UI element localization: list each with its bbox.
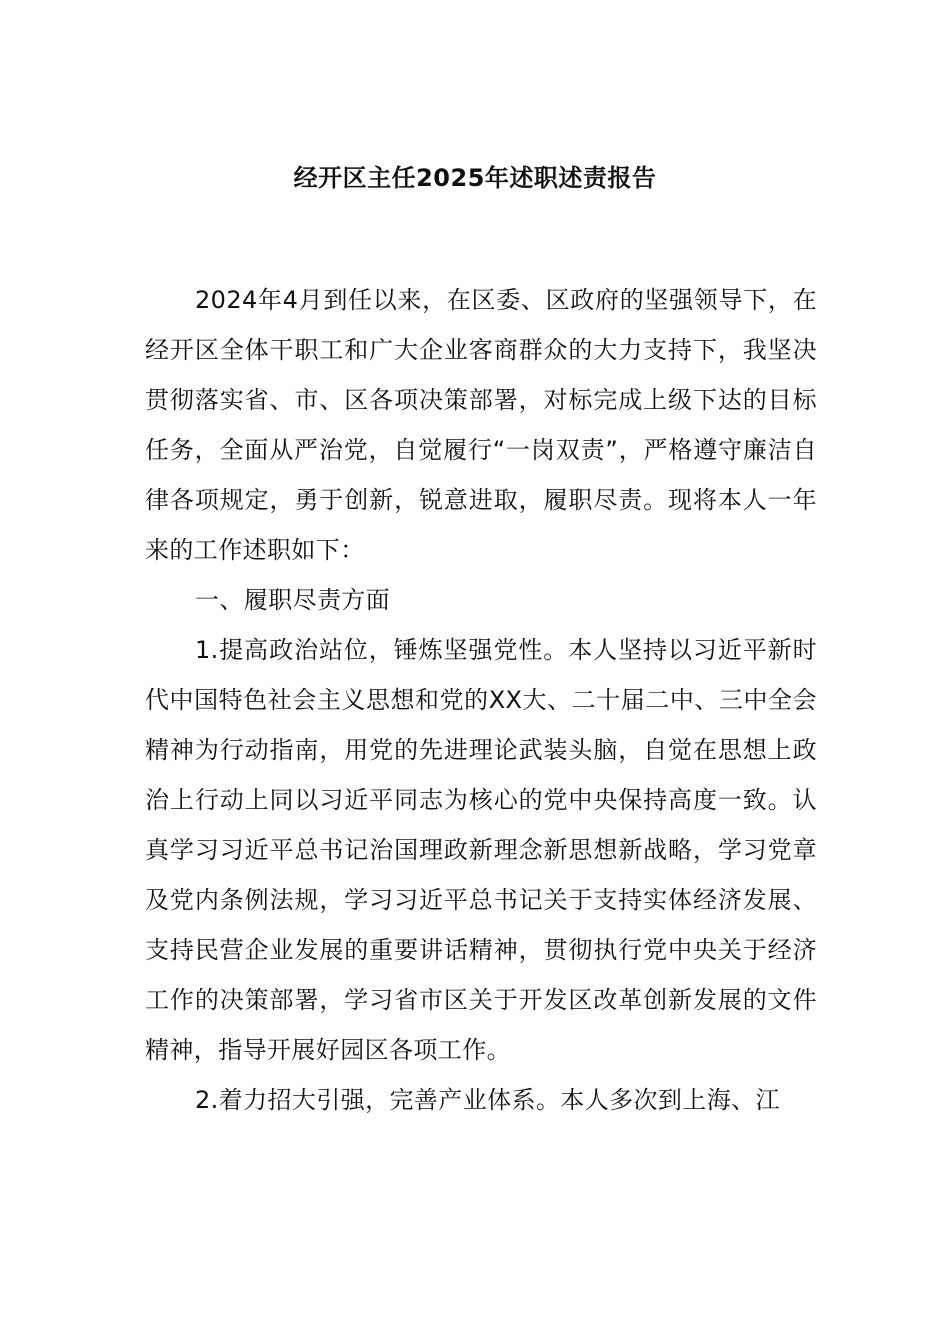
document-body <box>145 275 817 1125</box>
paragraph-item-1: 1.提高政治站位，锤炼坚强党性。本人坚持以习近平新时代中国特色社会主义思想和党的XX大、二十届二中、三中全会精神为行动指南，用党的先进理论武装头脑，自觉在思想上政治上行动上同以习近平同志为核心的党中央保持高度一致。认真学习习近平总书记治国理政新理念新思想新战略，学习党章及党内条例法规，学习习近平总书记关于支持实体经济发展、支持民营企业发展的重要讲话精神，贯彻执行党中央关于经济工作的决策部署，学习省市区关于开发区改革创新发展的文件精神，指导开展好园区各项工作。 <box>145 636 817 1064</box>
document-title: 经开区主任2025年述职述责报告 <box>293 164 657 192</box>
paragraph-intro: 2024年4月到任以来，在区委、区政府的坚强领导下，在经开区全体干职工和广大企业客商群众的大力支持下，我坚决贯彻落实省、市、区各项决策部署，对标完成上级下达的目标任务，全面从严治党，自觉履行“一岗双责”，严格遵守廉洁自律各项规定，勇于创新，锐意进取，履职尽责。现将本人一年来的工作述职如下： <box>145 286 817 564</box>
section-heading: 一、履职尽责方面 <box>195 586 391 614</box>
paragraph-item-2: 2.着力招大引强，完善产业体系。本人多次到上海、江 <box>195 1086 780 1114</box>
